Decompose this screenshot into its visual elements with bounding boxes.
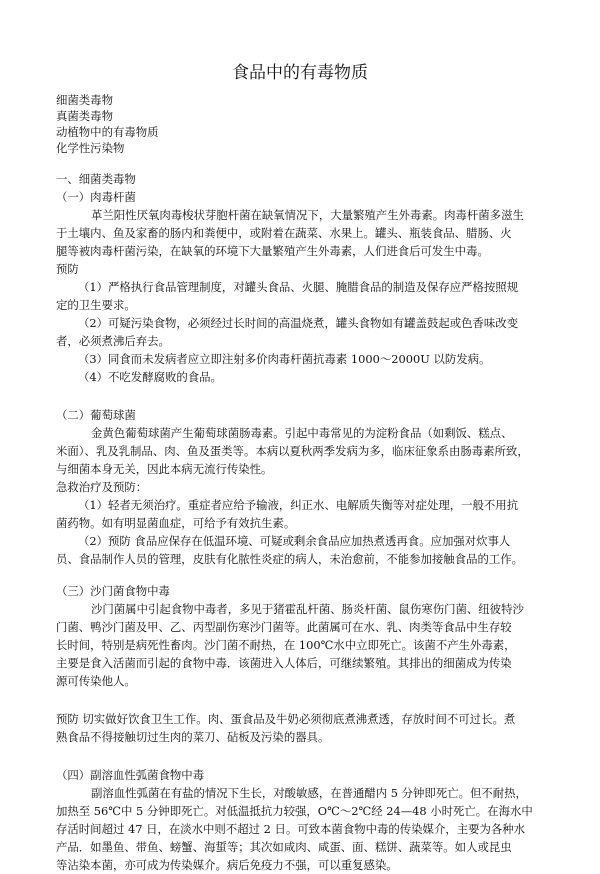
subsection-heading: （二）葡萄球菌 [56,408,136,422]
subsection-heading: （三）沙门菌食物中毒 [56,584,170,598]
paragraph-line: 产品．如墨鱼、带鱼、螃蟹、海蜇等；其次如咸肉、咸蛋、面、糕饼、蔬菜等。如人或昆虫 [56,840,512,854]
subsection-heading: （四）副溶血性弧菌食物中毒 [56,768,205,782]
paragraph-line: 与细菌本身无关，因此本病无流行传染性。 [56,462,273,476]
table-of-contents [56,92,159,156]
list-item-line: （3）同食而未发病者应立即注射多价肉毒杆菌抗毒素 1000～2000U 以防发病。 [78,352,491,366]
paragraph-line: 门菌、鸭沙门菌及甲、乙、丙型副伤寒沙门菌等。此菌属可在水、乳、肉类等食品中生存较 [56,620,512,634]
prevention-line: 熟食品不得接触切过生肉的菜刀、砧板及污染的器具。 [56,730,330,744]
list-item-line: 员、食品制作人员的管理，皮肤有化脓性炎症的病人，未治愈前，不能参加接触食品的工作。 [56,552,524,566]
toc-item: 动植物中的有毒物质 [56,125,159,139]
paragraph-line: 存活时间超过 47 日，在淡水中则不超过 2 日。可致本菌食物中毒的传染媒介，主要为各种水 [56,822,526,836]
toc-item: 化学性污染物 [56,141,125,155]
list-item-line: （2）可疑污染食物，必须经过长时间的高温烧煮，罐头食物如有罐盖鼓起或色香味改变 [78,316,519,330]
list-item-line: 定的卫生要求。 [56,298,136,312]
paragraph-line: 于土壤内、鱼及家畜的肠内和粪便中，或附着在蔬菜、水果上。罐头、瓶装食品、腊肠、火 [56,226,512,240]
paragraph-line: 米面）、乳及乳制品、肉、鱼及蛋类等。本病以夏秋两季发病为多，临床征象系由肠毒素所致， [56,444,529,458]
list-item-line: （1）严格执行食品管理制度，对罐头食品、火腿、腌腊食品的制造及保存应严格按照规 [78,280,519,294]
paragraph-line: 主要是食入活菌而引起的食物中毒．该菌进入人体后，可继续繁殖。其排出的细菌成为传染 [56,656,512,670]
toc-item: 细菌类毒物 [56,93,113,107]
list-item-line: 者，必须煮沸后弃去。 [56,334,170,348]
list-item-line: （1）轻者无须治疗。重症者应给予输液，纠正水、电解质失衡等对症处理，一般不用抗 [78,498,519,512]
list-item-line: （2）预防 食品应保存在低温环境、可疑或剩余食品应加热煮透再食。应加强对炊事人 [78,534,511,548]
treatment-label: 急救治疗及预防： [56,480,148,494]
paragraph-line: 革兰阳性厌氧肉毒梭状芽胞杆菌在缺氧情况下，大量繁殖产生外毒素。肉毒杆菌多滋生 [91,208,524,222]
paragraph-line: 腿等被肉毒杆菌污染，在缺氧的环境下大量繁殖产生外毒素，人们进食后可发生中毒。 [56,244,489,258]
paragraph-line: 金黄色葡萄球菌产生葡萄球菌肠毒素。引起中毒常见的为淀粉食品（如剩饭、糕点、 [91,426,513,440]
paragraph-line: 加热至 56℃中 5 分钟即死亡。对低温抵抗力较强，O℃～2℃经 24—48 小时死亡。在海水中 [56,804,533,818]
paragraph-line: 沙门菌属中引起食物中毒者，多见于猪霍乱杆菌、肠炎杆菌、鼠伤寒伤门菌、纽彼特沙 [91,602,524,616]
list-item-line: 菌药物。如有明显菌血症，可给予有效抗生素。 [56,516,296,530]
document-body [56,170,548,874]
section-heading: 一、细菌类毒物 [56,172,136,186]
paragraph-line: 源可传染他人。 [56,674,136,688]
page-title: 食品中的有毒物质 [232,63,368,83]
paragraph-line: 副溶血性弧菌在有盐的情况下生长，对酸敏感，在普通醋内 5 分钟即死亡。但不耐热， [91,786,527,800]
prevention-label: 预防 [56,262,79,276]
list-item-line: （4）不吃发酵腐败的食品。 [78,370,222,384]
subsection-heading: （一）肉毒杆菌 [56,190,136,204]
paragraph-line: 长时间，特别是病死性畜肉。沙门菌不耐热，在 100℃水中立即死亡。该菌不产生外毒素， [56,638,516,652]
paragraph-line: 等沾染本菌，亦可成为传染媒介。病后免疫力不强，可以重复感染。 [56,858,398,872]
toc-item: 真菌类毒物 [56,109,113,123]
prevention-line: 预防 切实做好饮食卫生工作。肉、蛋食品及牛奶必须彻底煮沸煮透，存放时间不可过长。煮 [56,712,516,726]
